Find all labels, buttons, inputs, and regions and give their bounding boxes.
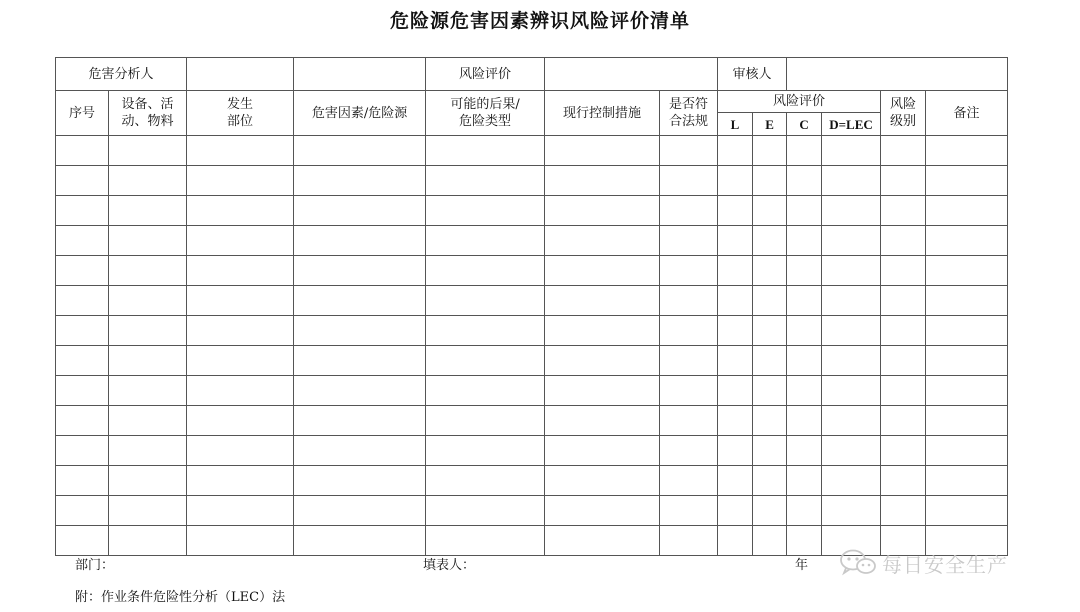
table-cell[interactable] [426, 226, 545, 256]
table-row [56, 226, 1008, 256]
table-cell[interactable] [426, 466, 545, 496]
risk-assessment-table [55, 57, 1008, 556]
table-cell[interactable] [545, 196, 660, 226]
table-cell[interactable] [787, 316, 822, 346]
table-cell[interactable] [187, 256, 294, 286]
table-cell[interactable] [426, 196, 545, 226]
table-cell[interactable] [822, 406, 881, 436]
table-cell[interactable] [426, 406, 545, 436]
table-cell[interactable] [787, 376, 822, 406]
table-cell[interactable] [426, 316, 545, 346]
table-cell[interactable] [545, 166, 660, 196]
table-cell[interactable] [753, 166, 787, 196]
table-cell[interactable] [822, 136, 881, 166]
table-cell[interactable] [881, 496, 926, 526]
table-cell[interactable] [718, 526, 753, 556]
table-cell[interactable] [881, 136, 926, 166]
table-cell[interactable] [294, 436, 426, 466]
table-cell[interactable] [926, 166, 1008, 196]
table-cell[interactable] [926, 346, 1008, 376]
col-compliance: 是否符 合法规 [660, 91, 718, 136]
table-cell[interactable] [718, 286, 753, 316]
table-cell[interactable] [881, 226, 926, 256]
table-cell[interactable] [660, 436, 718, 466]
table-cell[interactable] [881, 166, 926, 196]
table-cell[interactable] [56, 136, 109, 166]
table-cell[interactable] [822, 436, 881, 466]
table-cell[interactable] [926, 466, 1008, 496]
table-cell[interactable] [294, 466, 426, 496]
table-cell[interactable] [718, 166, 753, 196]
table-cell[interactable] [56, 496, 109, 526]
table-cell[interactable] [822, 496, 881, 526]
table-cell[interactable] [660, 466, 718, 496]
col-hazard: 危害因素/危险源 [294, 91, 426, 136]
table-cell[interactable] [426, 256, 545, 286]
table-cell[interactable] [787, 196, 822, 226]
table-cell[interactable] [787, 496, 822, 526]
table-cell[interactable] [718, 496, 753, 526]
table-cell[interactable] [426, 526, 545, 556]
table-cell[interactable] [109, 196, 187, 226]
table-cell[interactable] [294, 256, 426, 286]
table-cell[interactable] [109, 466, 187, 496]
table-cell[interactable] [753, 316, 787, 346]
table-cell[interactable] [787, 346, 822, 376]
table-cell[interactable] [926, 436, 1008, 466]
table-cell[interactable] [822, 286, 881, 316]
table-cell[interactable] [718, 406, 753, 436]
table-cell[interactable] [56, 196, 109, 226]
col-risk-eval-group: 风险评价 [718, 91, 881, 113]
table-cell[interactable] [187, 496, 294, 526]
table-cell[interactable] [109, 526, 187, 556]
table-cell[interactable] [660, 226, 718, 256]
table-cell[interactable] [787, 406, 822, 436]
col-e: E [753, 113, 787, 136]
table-cell[interactable] [718, 436, 753, 466]
table-cell[interactable] [545, 226, 660, 256]
table-cell[interactable] [881, 286, 926, 316]
table-cell[interactable] [109, 406, 187, 436]
table-cell[interactable] [187, 346, 294, 376]
filler-label: 填表人： [423, 558, 476, 573]
table-cell[interactable] [294, 376, 426, 406]
table-cell[interactable] [294, 136, 426, 166]
table-cell[interactable] [545, 406, 660, 436]
table-cell[interactable] [294, 286, 426, 316]
table-cell[interactable] [787, 526, 822, 556]
table-cell[interactable] [660, 316, 718, 346]
table-row [56, 136, 1008, 166]
table-cell[interactable] [660, 136, 718, 166]
table-cell[interactable] [187, 466, 294, 496]
table-cell[interactable] [109, 136, 187, 166]
table-cell[interactable] [426, 136, 545, 166]
table-cell[interactable] [660, 286, 718, 316]
table-cell[interactable] [56, 316, 109, 346]
year-label: 年 [795, 558, 809, 573]
col-l: L [718, 113, 753, 136]
table-cell[interactable] [881, 376, 926, 406]
table-cell[interactable] [753, 136, 787, 166]
reviewer-label: 审核人 [718, 58, 787, 91]
table-cell[interactable] [187, 436, 294, 466]
table-row [56, 196, 1008, 226]
table-cell[interactable] [660, 166, 718, 196]
table-row [56, 406, 1008, 436]
table-cell[interactable] [56, 166, 109, 196]
table-cell[interactable] [660, 256, 718, 286]
table-cell[interactable] [56, 406, 109, 436]
table-cell[interactable] [426, 496, 545, 526]
table-cell[interactable] [753, 406, 787, 436]
col-consequence: 可能的后果/ 危险类型 [426, 91, 545, 136]
table-cell[interactable] [187, 406, 294, 436]
table-row [56, 286, 1008, 316]
table-cell[interactable] [56, 346, 109, 376]
table-cell[interactable] [881, 256, 926, 286]
table-cell[interactable] [718, 226, 753, 256]
table-cell[interactable] [545, 466, 660, 496]
table-cell[interactable] [545, 256, 660, 286]
table-cell[interactable] [109, 256, 187, 286]
table-cell[interactable] [545, 346, 660, 376]
table-cell[interactable] [426, 376, 545, 406]
table-cell[interactable] [822, 226, 881, 256]
table-cell[interactable] [787, 466, 822, 496]
table-cell[interactable] [881, 316, 926, 346]
table-cell[interactable] [787, 286, 822, 316]
table-cell[interactable] [660, 196, 718, 226]
table-cell[interactable] [718, 466, 753, 496]
table-row [56, 376, 1008, 406]
table-cell[interactable] [56, 256, 109, 286]
table-cell[interactable] [718, 136, 753, 166]
table-cell[interactable] [187, 136, 294, 166]
table-cell[interactable] [660, 346, 718, 376]
table-row [56, 256, 1008, 286]
table-cell[interactable] [822, 256, 881, 286]
table-cell[interactable] [926, 316, 1008, 346]
table-cell[interactable] [545, 286, 660, 316]
table-cell[interactable] [109, 376, 187, 406]
table-cell[interactable] [545, 496, 660, 526]
col-risk-level: 风险 级别 [881, 91, 926, 136]
table-cell[interactable] [926, 226, 1008, 256]
table-cell[interactable] [545, 316, 660, 346]
table-cell[interactable] [660, 496, 718, 526]
table-cell[interactable] [187, 316, 294, 346]
table-cell[interactable] [426, 436, 545, 466]
table-cell[interactable] [753, 346, 787, 376]
table-cell[interactable] [753, 376, 787, 406]
table-cell[interactable] [926, 376, 1008, 406]
table-cell[interactable] [660, 526, 718, 556]
analyst-label: 危害分析人 [56, 58, 187, 91]
table-cell[interactable] [787, 436, 822, 466]
table-cell[interactable] [187, 226, 294, 256]
table-cell[interactable] [753, 526, 787, 556]
table-body [56, 136, 1008, 556]
table-cell[interactable] [56, 376, 109, 406]
table-cell[interactable] [294, 226, 426, 256]
table-cell[interactable] [881, 436, 926, 466]
table-cell[interactable] [822, 196, 881, 226]
table-cell[interactable] [545, 526, 660, 556]
table-cell[interactable] [787, 226, 822, 256]
table-cell[interactable] [881, 466, 926, 496]
table-cell[interactable] [787, 256, 822, 286]
table-cell[interactable] [294, 346, 426, 376]
table-cell[interactable] [926, 136, 1008, 166]
col-location: 发生 部位 [187, 91, 294, 136]
table-cell[interactable] [426, 286, 545, 316]
table-cell[interactable] [753, 496, 787, 526]
reviewer-value[interactable] [787, 58, 1008, 91]
table-cell[interactable] [822, 346, 881, 376]
table-cell[interactable] [109, 346, 187, 376]
table-cell[interactable] [822, 466, 881, 496]
table-cell[interactable] [426, 346, 545, 376]
table-cell[interactable] [545, 376, 660, 406]
table-cell[interactable] [660, 376, 718, 406]
table-cell[interactable] [187, 286, 294, 316]
table-cell[interactable] [753, 466, 787, 496]
evaluation-label: 风险评价 [426, 58, 545, 91]
table-cell[interactable] [56, 526, 109, 556]
table-cell[interactable] [926, 496, 1008, 526]
table-cell[interactable] [822, 166, 881, 196]
table-cell[interactable] [294, 496, 426, 526]
table-row [56, 496, 1008, 526]
col-c: C [787, 113, 822, 136]
table-cell[interactable] [787, 166, 822, 196]
analyst-value[interactable] [187, 58, 294, 91]
appendix-note: 附：作业条件危险性分析（LEC）法 [75, 590, 286, 605]
col-remarks: 备注 [926, 91, 1008, 136]
table-cell[interactable] [56, 436, 109, 466]
col-control: 现行控制措施 [545, 91, 660, 136]
table-cell[interactable] [718, 256, 753, 286]
table-cell[interactable] [187, 196, 294, 226]
table-cell[interactable] [822, 316, 881, 346]
table-row [56, 466, 1008, 496]
table-cell[interactable] [926, 286, 1008, 316]
table-row [56, 166, 1008, 196]
table-cell[interactable] [881, 406, 926, 436]
table-cell[interactable] [294, 166, 426, 196]
table-cell[interactable] [753, 196, 787, 226]
table-cell[interactable] [881, 346, 926, 376]
table-cell[interactable] [109, 436, 187, 466]
watermark [838, 548, 1008, 578]
table-cell[interactable] [187, 166, 294, 196]
table-cell[interactable] [753, 226, 787, 256]
table-cell[interactable] [545, 436, 660, 466]
table-row [56, 346, 1008, 376]
table-cell[interactable] [660, 406, 718, 436]
table-cell[interactable] [109, 286, 187, 316]
col-seq: 序号 [56, 91, 109, 136]
table-cell[interactable] [294, 316, 426, 346]
table-cell[interactable] [822, 376, 881, 406]
department-label: 部门： [75, 558, 115, 573]
table-cell[interactable] [718, 346, 753, 376]
table-cell[interactable] [718, 316, 753, 346]
table-cell[interactable] [926, 256, 1008, 286]
table-cell[interactable] [294, 406, 426, 436]
table-cell[interactable] [926, 406, 1008, 436]
wechat-icon [838, 548, 878, 578]
table-cell[interactable] [56, 466, 109, 496]
table-row [56, 436, 1008, 466]
table-cell[interactable] [56, 226, 109, 256]
page-title: 危险源危害因素辨识风险评价清单 [389, 10, 690, 32]
table-cell[interactable] [109, 226, 187, 256]
table-cell[interactable] [109, 496, 187, 526]
table-cell[interactable] [294, 526, 426, 556]
table-cell[interactable] [109, 316, 187, 346]
table-cell[interactable] [718, 196, 753, 226]
table-row [56, 316, 1008, 346]
col-equipment: 设备、活 动、物料 [109, 91, 187, 136]
col-d: D=LEC [822, 113, 881, 136]
table-cell[interactable] [109, 166, 187, 196]
table-cell[interactable] [787, 136, 822, 166]
table-cell[interactable] [753, 436, 787, 466]
table-cell[interactable] [187, 376, 294, 406]
table-cell[interactable] [881, 196, 926, 226]
table-cell[interactable] [926, 196, 1008, 226]
table-cell[interactable] [294, 196, 426, 226]
table-cell[interactable] [753, 256, 787, 286]
table-cell[interactable] [753, 286, 787, 316]
watermark-text: 每日安全生产 [882, 552, 1008, 577]
table-cell[interactable] [545, 136, 660, 166]
analyst-extra[interactable] [294, 58, 426, 91]
evaluation-value[interactable] [545, 58, 718, 91]
table-cell[interactable] [187, 526, 294, 556]
table-cell[interactable] [426, 166, 545, 196]
table-cell[interactable] [718, 376, 753, 406]
table-cell[interactable] [56, 286, 109, 316]
